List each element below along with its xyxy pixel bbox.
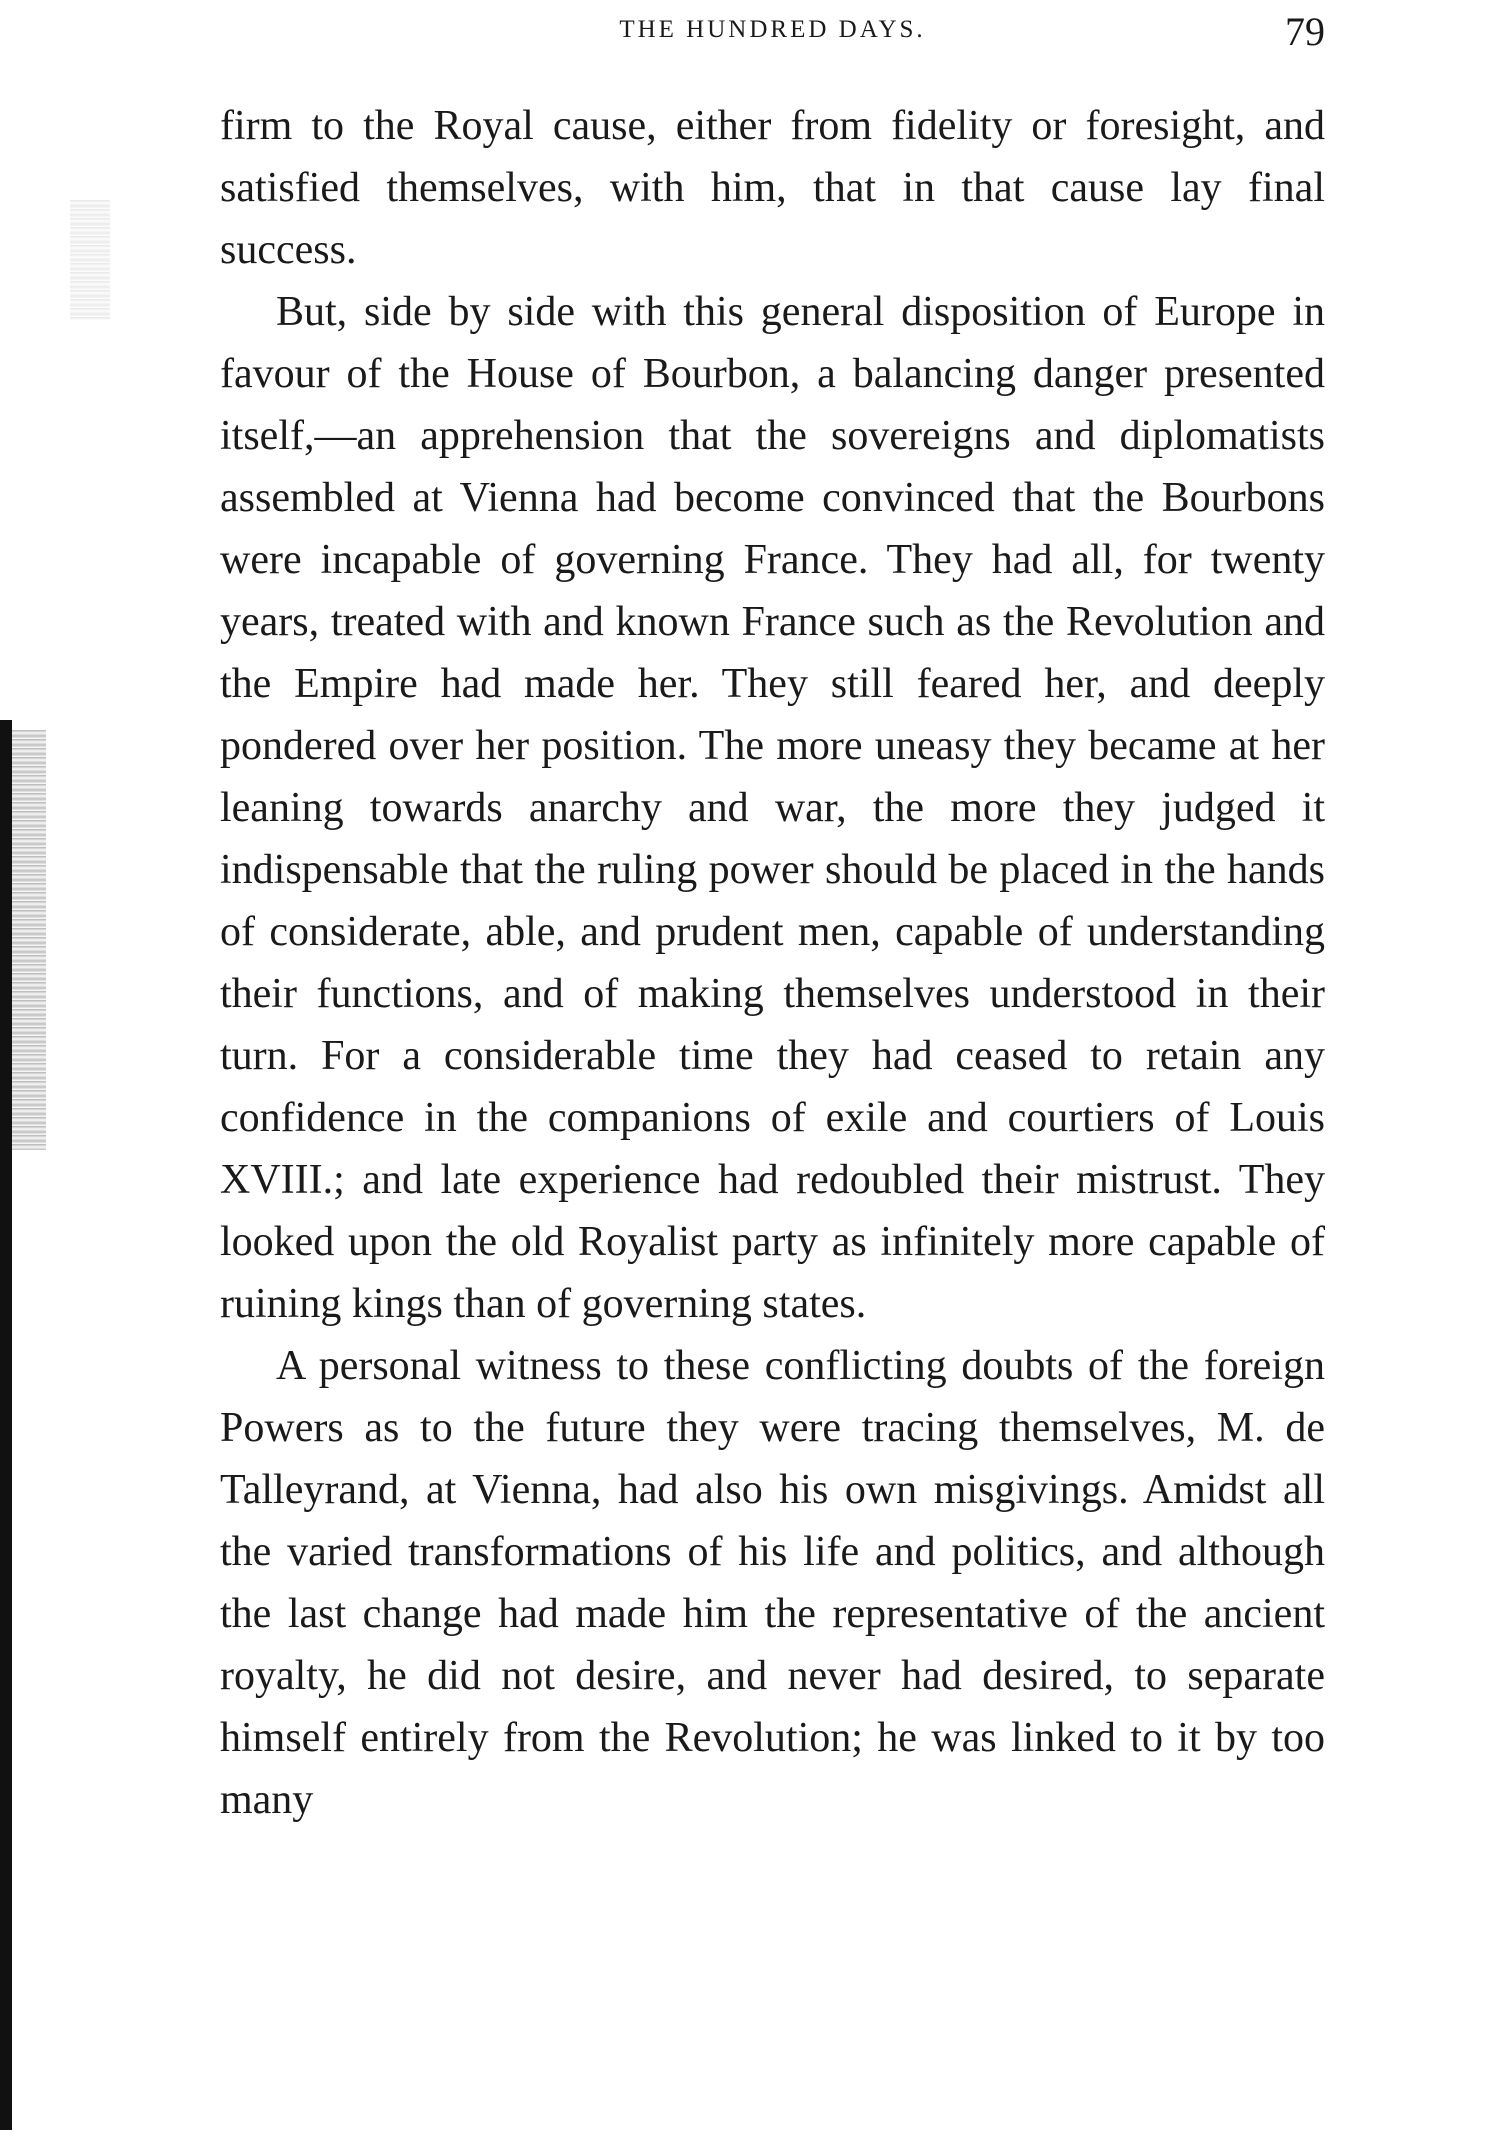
paragraph-talleyrand: A personal witness to these conflicting doubts of the foreign Powers as to the future they were tracing themselves, M. de Talleyrand, at Vienna, had also his own misgivings. Amidst all the varied transformations of his life and politics, and although the last change had made him the representative of the ancient royalty, he did not desire, and never had desired, to separate himself entirely from the Revolution; he was linked to it by too many (220, 1343, 1325, 1823)
body-text (220, 95, 1325, 1831)
paragraph-continuation: firm to the Royal cause, either from fidelity or foresight, and satisfied themselves, with him, that in that cause lay final success. (220, 103, 1325, 273)
running-head: THE HUNDRED DAYS. (619, 16, 926, 43)
scan-shadow (12, 730, 46, 1150)
scan-speckle (70, 200, 110, 320)
page-number: 79 (1285, 9, 1325, 54)
page-header (220, 8, 1325, 58)
paragraph-european-disposition: But, side by side with this general disposition of Europe in favour of the House of Bourbon, a balancing danger presented itself,—an apprehension that the sovereigns and diplomatists assembled at Vienna had become convinced that the Bourbons were incapable of governing France. They had all, for twenty years, treated with and known France such as the Revolution and the Empire had made her. They still feared her, and deeply pondered over her position. The more uneasy they became at her leaning towards anarchy and war, the more they judged it indispensable that the ruling power should be placed in the hands of considerate, able, and prudent men, capable of understanding their functions, and of making themselves understood in their turn. For a considerable time they had ceased to retain any confidence in the companions of exile and courtiers of Louis XVIII.; and late experience had redoubled their mistrust. They looked upon the old Royalist party as infinitely more capable of ruining kings than of governing states. (220, 289, 1325, 1327)
page-binding-edge (0, 720, 12, 2130)
